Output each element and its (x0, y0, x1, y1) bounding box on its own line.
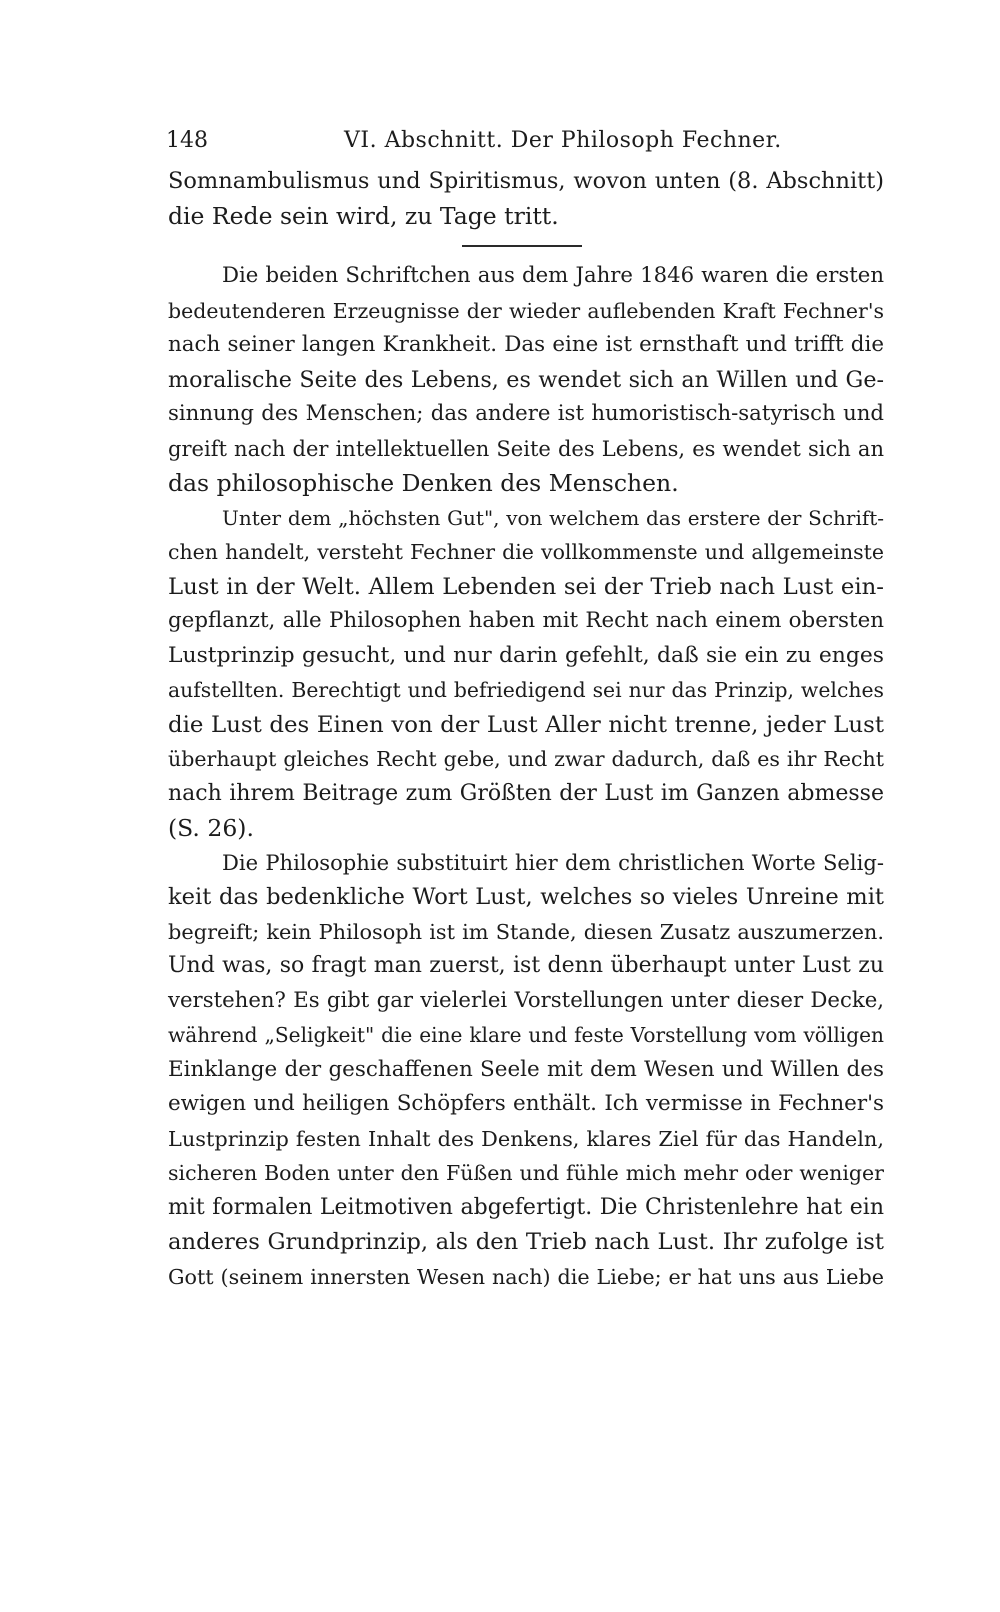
text-line: ewigen und heiligen Schöpfers enthält. Ich vermisse in Fechner's (168, 1091, 884, 1116)
text-line: chen handelt, versteht Fechner die vollkommenste und allgemeinste (168, 540, 884, 564)
text-line: Lust in der Welt. Allem Lebenden sei der Trieb nach Lust ein- (168, 573, 884, 600)
text-line: (S. 26). (168, 814, 254, 842)
text-line: Die beiden Schriftchen aus dem Jahre 1846 waren die ersten (222, 263, 884, 288)
text-line: aufstellten. Berechtigt und befriedigend sei nur das Prinzip, welches (168, 678, 884, 702)
text-line: sicheren Boden unter den Füßen und fühle mich mehr oder weniger (168, 1161, 884, 1185)
text-line: verstehen? Es gibt gar vielerlei Vorstellungen unter dieser Decke, (168, 987, 884, 1013)
text-line: die Lust des Einen von der Lust Aller nicht trenne, jeder Lust (168, 711, 884, 738)
continued-text (168, 164, 884, 233)
text-line: während „Seligkeit" die eine klare und feste Vorstellung vom völligen (168, 1023, 884, 1047)
text-line: moralische Seite des Lebens, es wendet sich an Willen und Ge- (168, 366, 884, 393)
text-line: keit das bedenkliche Wort Lust, welches so vieles Unreine mit (168, 884, 884, 910)
text-line: nach ihrem Beitrage zum Größten der Lust im Ganzen abmesse (168, 780, 884, 806)
text-line: begreift; kein Philosoph ist im Stande, diesen Zusatz auszumerzen. (168, 919, 884, 944)
page-header (168, 124, 884, 164)
section-separator (462, 245, 582, 247)
text-line: die Rede sein wird, zu Tage tritt. (168, 201, 559, 230)
paragraph-1 (168, 259, 884, 501)
text-line: Die Philosophie substituirt hier dem christlichen Worte Selig- (222, 849, 884, 875)
page-content (168, 124, 884, 1294)
text-line: Und was, so fragt man zuerst, ist denn überhaupt unter Lust zu (168, 953, 884, 978)
text-line: sinnung des Menschen; das andere ist humoristisch-satyrisch und (168, 401, 884, 426)
text-line: Somnambulismus und Spiritismus, wovon unten (8. Abschnitt) (168, 168, 884, 194)
text-line: Lustprinzip festen Inhalt des Denkens, klares Ziel für das Handeln, (168, 1126, 884, 1151)
page-number: 148 (166, 128, 208, 153)
text-line: das philosophische Denken des Menschen. (168, 469, 679, 497)
text-line: Einklange der geschaffenen Seele mit dem Wesen und Willen des (168, 1056, 884, 1082)
text-line: Unter dem „höchsten Gut", von welchem das erstere der Schrift- (222, 505, 884, 530)
text-line: Lustprinzip gesucht, und nur darin gefehlt, daß sie ein zu enges (168, 642, 884, 668)
paragraph-3 (168, 846, 884, 1295)
running-head: VI. Abschnitt. Der Philosoph Fechner. (344, 128, 782, 153)
text-line: mit formalen Leitmotiven abgefertigt. Die Christenlehre hat ein (168, 1194, 884, 1220)
text-line: gepflanzt, alle Philosophen haben mit Recht nach einem obersten (168, 608, 884, 633)
text-line: greift nach der intellektuellen Seite des Lebens, es wendet sich an (168, 435, 884, 461)
paragraph-2 (168, 501, 884, 846)
text-line: Gott (seinem innersten Wesen nach) die Liebe; er hat uns aus Liebe (168, 1264, 884, 1289)
text-line: überhaupt gleiches Recht gebe, und zwar dadurch, daß es ihr Recht (168, 747, 884, 771)
text-line: nach seiner langen Krankheit. Das eine ist ernsthaft und trifft die (168, 332, 884, 357)
text-line: bedeutenderen Erzeugnisse der wieder auflebenden Kraft Fechner's (168, 298, 884, 323)
text-line: anderes Grundprinzip, als den Trieb nach Lust. Ihr zufolge ist (168, 1229, 884, 1255)
